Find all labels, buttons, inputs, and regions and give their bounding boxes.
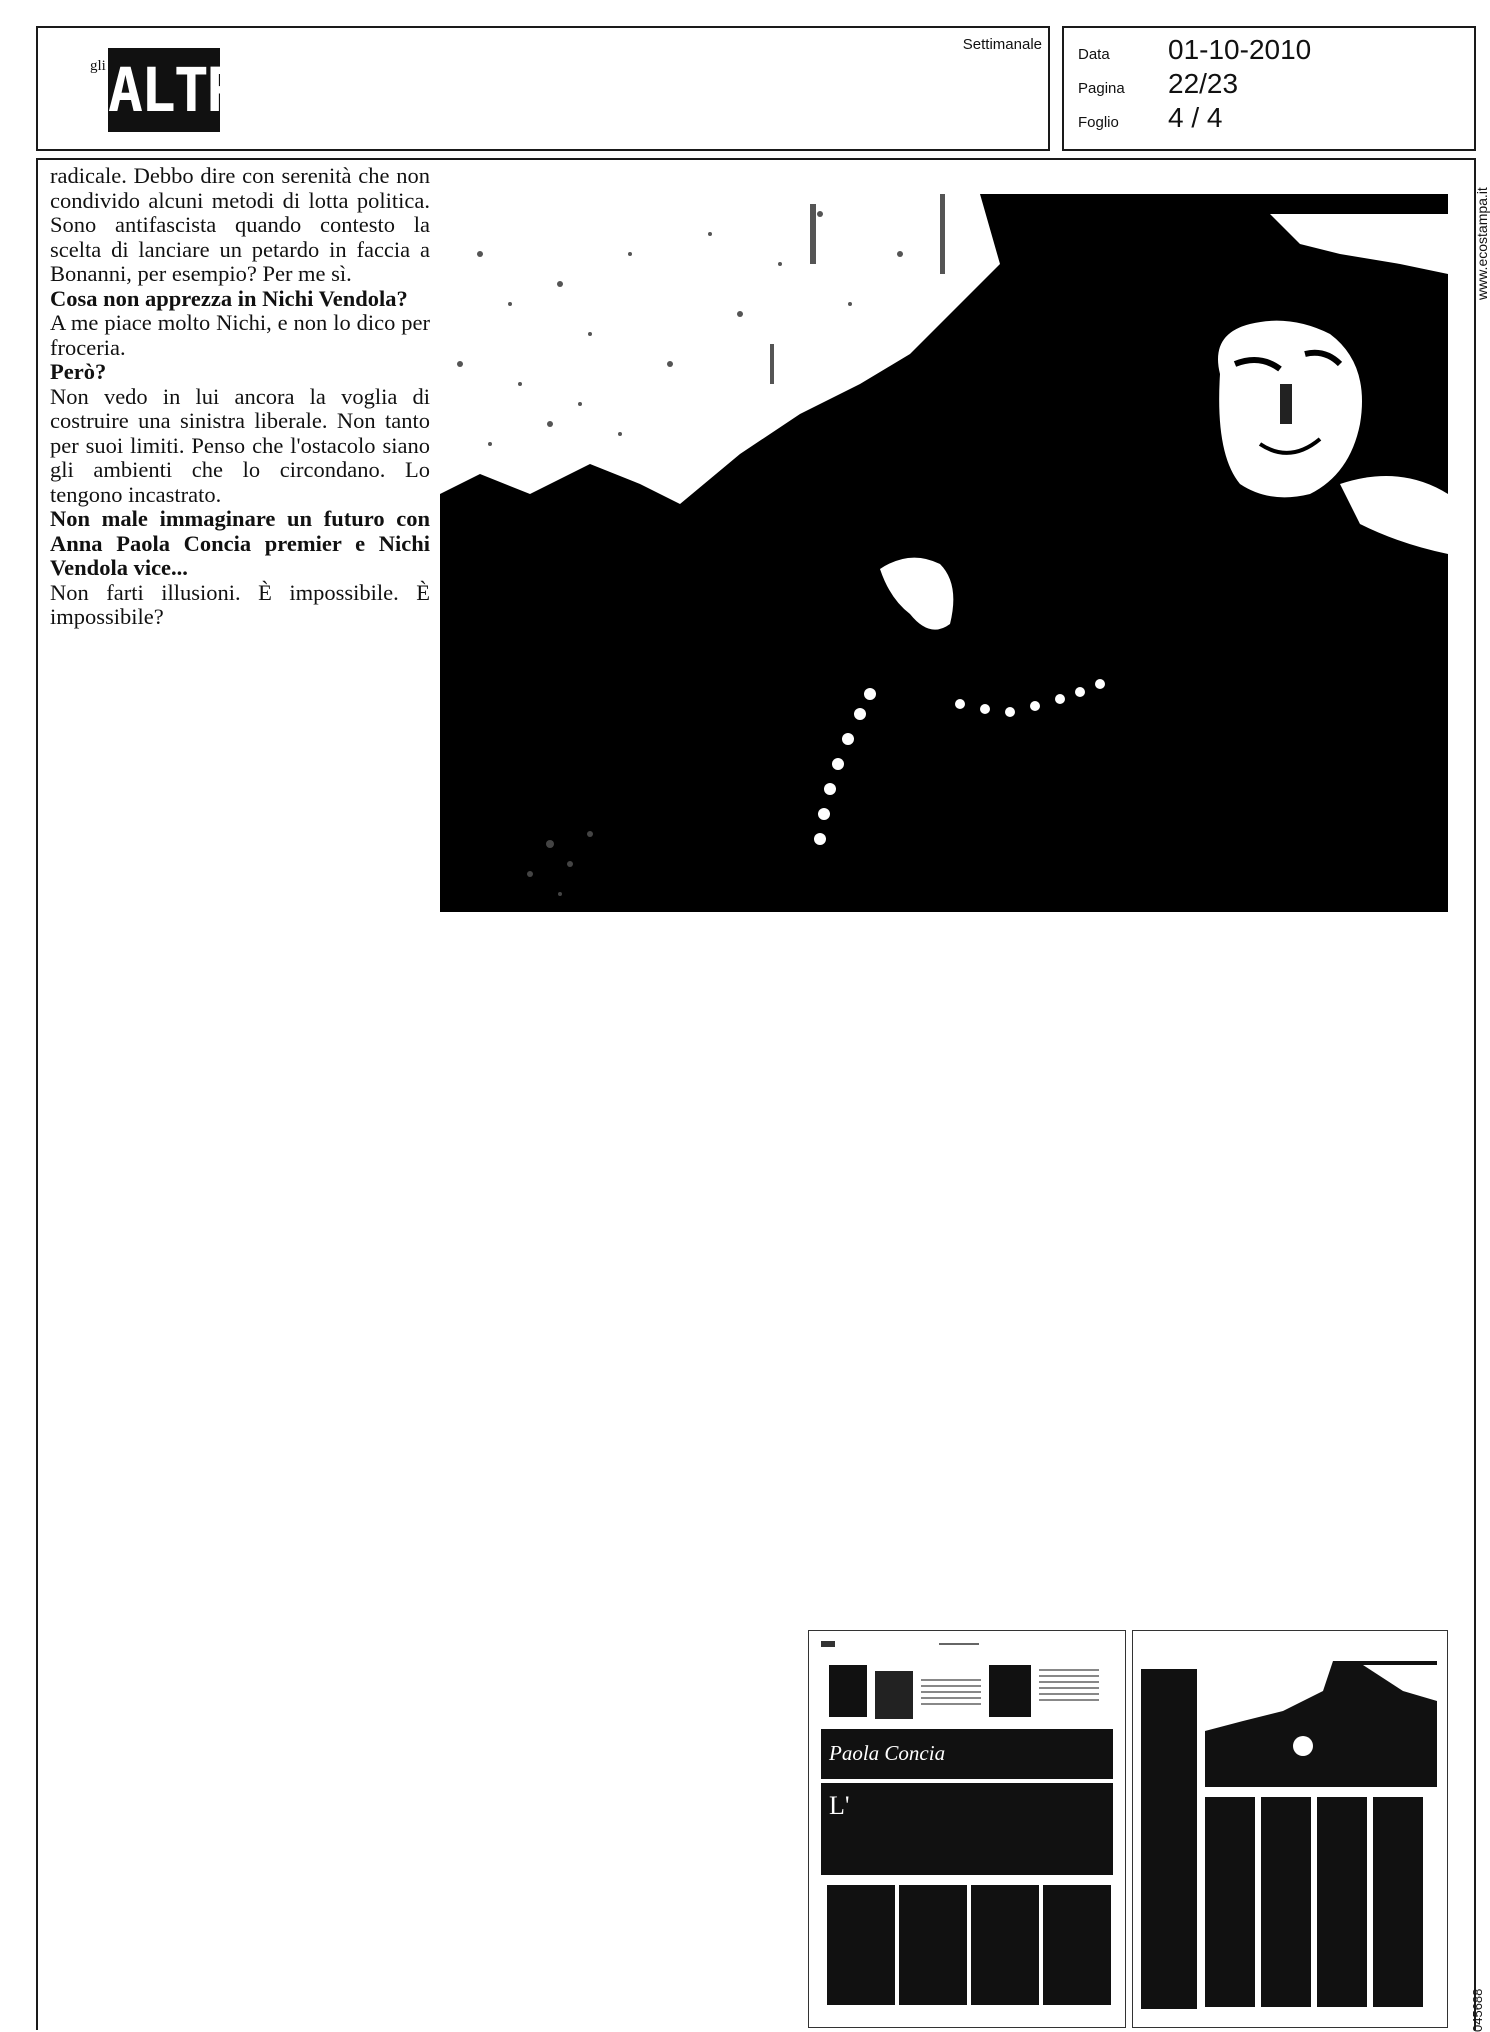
- interview-answer: Non vedo in lui ancora la voglia di costruire una sinistra liberale. Non tanto per suoi limiti. Penso che l'ostacolo siano gli ambienti che lo circondano. Lo tengono incastrato.: [50, 383, 430, 507]
- interview-answer: Non farti illusioni. È impossibile. È impossibile?: [50, 579, 430, 629]
- logo-prefix: gli: [90, 58, 106, 74]
- page-label: Pagina: [1078, 80, 1125, 97]
- interview-answer: A me piace molto Nichi, e non lo dico per froceria.: [50, 310, 430, 360]
- date-row: [1078, 34, 1311, 66]
- thumbnail-page-2: [1132, 1630, 1448, 2028]
- metadata-box: [1062, 26, 1476, 151]
- date-value: 01-10-2010: [1168, 34, 1312, 65]
- sheet-label: Foglio: [1078, 114, 1119, 131]
- publication-frequency: Settimanale: [962, 36, 1042, 53]
- logo-mark: ALTRI: [108, 48, 220, 132]
- sheet-row: [1078, 102, 1222, 134]
- thumbnail-page-1-preview: [809, 1631, 1124, 2026]
- date-label: Data: [1078, 46, 1110, 63]
- interview-question: Però?: [50, 359, 107, 384]
- article-text-column: [50, 164, 430, 630]
- clipping-code: 045688: [1470, 1988, 1485, 2032]
- article-frame: [36, 158, 1476, 2030]
- page-row: [1078, 68, 1238, 100]
- thumbnail-page-1-title: Paola Concia: [829, 1741, 946, 1765]
- sheet-value: 4 / 4: [1168, 102, 1223, 133]
- page-value: 22/23: [1168, 68, 1239, 99]
- thumbnail-page-2-preview: [1133, 1631, 1446, 2026]
- photo-illustration: [440, 194, 1448, 912]
- interview-answer: radicale. Debbo dire con serenità che non condivido alcuni metodi di lotta politica. Sono antifascista quando contesto la scelta di lanciare un petardo in faccia a Bonanni, per esempio? Per me sì.: [50, 163, 430, 286]
- interview-question: Non male immaginare un futuro con Anna Paola Concia premier e Nichi Vendola vice...: [50, 506, 430, 580]
- thumbnail-page-1-dropcap: L': [829, 1791, 850, 1820]
- article-photo: [440, 194, 1448, 912]
- source-url: www.ecostampa.it: [1474, 187, 1490, 300]
- thumbnail-page-1: [808, 1630, 1126, 2028]
- masthead-box: [36, 26, 1050, 151]
- interview-question: Cosa non apprezza in Nichi Vendola?: [50, 285, 408, 311]
